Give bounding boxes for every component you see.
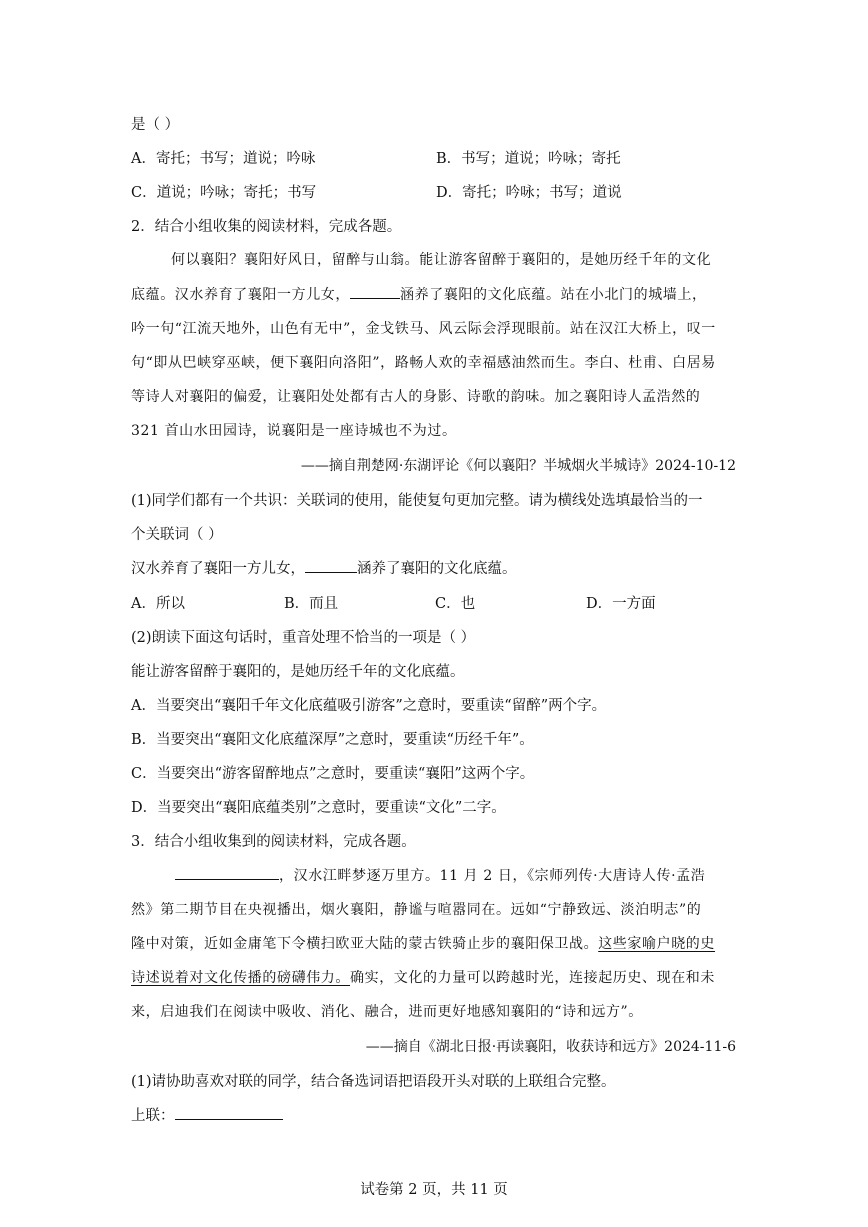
subquestion-stem: (2)朗读下面这句话时，重音处理不恰当的一项是（ ） [131, 630, 476, 646]
subquestion-stem: (1)同学们都有一个共识：关联词的使用，能使复句更加完整。请为横线处选填最恰当的一 [131, 493, 703, 509]
question-title: 2．结合小组收集的阅读材料，完成各题。 [131, 219, 402, 235]
source-citation: ——摘自荆楚网·东湖评论《何以襄阳？半城烟火半城诗》2024-10-12 [300, 458, 736, 474]
passage-line: 等诗人对襄阳的偏爱，让襄阳处处都有古人的身影、诗歌的韵味。加之襄阳诗人孟浩然的 [131, 389, 701, 405]
passage-line: 何以襄阳？襄阳好风日，留醉与山翁。能让游客留醉于襄阳的，是她历经千年的文化 [171, 252, 712, 268]
page-footer: 试卷第 2 页，共 11 页 [360, 1182, 508, 1198]
passage-line: ，汉水江畔梦逐万里方。11 月 2 日，《宗师列传·大唐诗人传·孟浩 [175, 865, 705, 885]
passage-line: 句“即从巴峡穿巫峡，便下襄阳向洛阳”，路畅人欢的幸福感油然而生。李白、杜甫、白居易 [131, 355, 716, 371]
subquestion-stem: (1)请协助喜欢对联的同学，结合备选词语把语段开头对联的上联组合完整。 [131, 1074, 616, 1090]
passage-line: 隆中对策，近如金庸笔下令横扫欧亚大陆的蒙古铁骑止步的襄阳保卫战。这些家喻户晓的史 [131, 936, 716, 952]
passage-line: 诗述说着对文化传播的磅礴伟力。确实，文化的力量可以跨越时光，连接起历史、现在和未 [131, 970, 715, 986]
passage-line: 吟一句“江流天地外，山色有无中”，金戈铁马、风云际会浮现眼前。站在汉江大桥上，叹一 [131, 321, 716, 337]
passage-line: 来，启迪我们在阅读中吸收、消化、融合，进而更好地感知襄阳的“诗和远方”。 [131, 1004, 643, 1020]
option-c: C．也 [435, 596, 476, 612]
underlined-sentence: 这些家喻户晓的史 [598, 936, 716, 952]
question-title: 3．结合小组收集到的阅读材料，完成各题。 [131, 834, 416, 850]
option-c: C．当要突出“游客留醉地点”之意时，要重读“襄阳”这两个字。 [131, 766, 535, 782]
question-stem: 是（ ） [131, 117, 180, 133]
example-sentence: 汉水养育了襄阳一方儿女， 涵养了襄阳的文化底蕴。 [131, 557, 517, 578]
option-b: B．当要突出“襄阳文化底蕴深厚”之意时，要重读“历经千年”。 [131, 732, 534, 748]
source-citation: ——摘自《湖北日报·再读襄阳，收获诗和远方》2024-11-6 [365, 1039, 736, 1055]
option-c: C．道说；吟咏；寄托；书写 [131, 185, 317, 201]
option-b: B．而且 [284, 596, 339, 612]
underlined-sentence: 诗述说着对文化传播的磅礴伟力。 [131, 970, 350, 986]
option-a: A．所以 [131, 596, 185, 612]
option-d: D．一方面 [586, 596, 656, 612]
option-d: D．当要突出“襄阳底蕴类别”之意时，要重读“文化”二字。 [131, 800, 506, 816]
option-d: D．寄托；吟咏；书写；道说 [436, 185, 622, 201]
option-b: B．书写；道说；吟咏；寄托 [436, 151, 621, 167]
passage-line: 321 首山水田园诗，说襄阳是一座诗城也不为过。 [131, 423, 457, 439]
fill-blank [175, 865, 279, 880]
subquestion-stem: 个关联词（ ） [131, 527, 223, 543]
answer-line: 上联： [131, 1104, 283, 1125]
option-a: A．寄托；书写；道说；吟咏 [131, 151, 316, 167]
passage-line: 底蕴。汉水养育了襄阳一方儿女， 涵养了襄阳的文化底蕴。站在小北门的城墙上， [131, 284, 707, 304]
option-a: A．当要突出“襄阳千年文化底蕴吸引游客”之意时，要重读“留醉”两个字。 [131, 698, 607, 714]
answer-blank[interactable] [175, 1105, 283, 1120]
example-sentence: 能让游客留醉于襄阳的，是她历经千年的文化底蕴。 [131, 664, 465, 680]
fill-blank [350, 284, 400, 299]
passage-line: 然》第二期节目在央视播出，烟火襄阳，静谧与喧嚣同在。远如“宁静致远、淡泊明志”的 [131, 902, 702, 918]
fill-blank [305, 558, 357, 573]
